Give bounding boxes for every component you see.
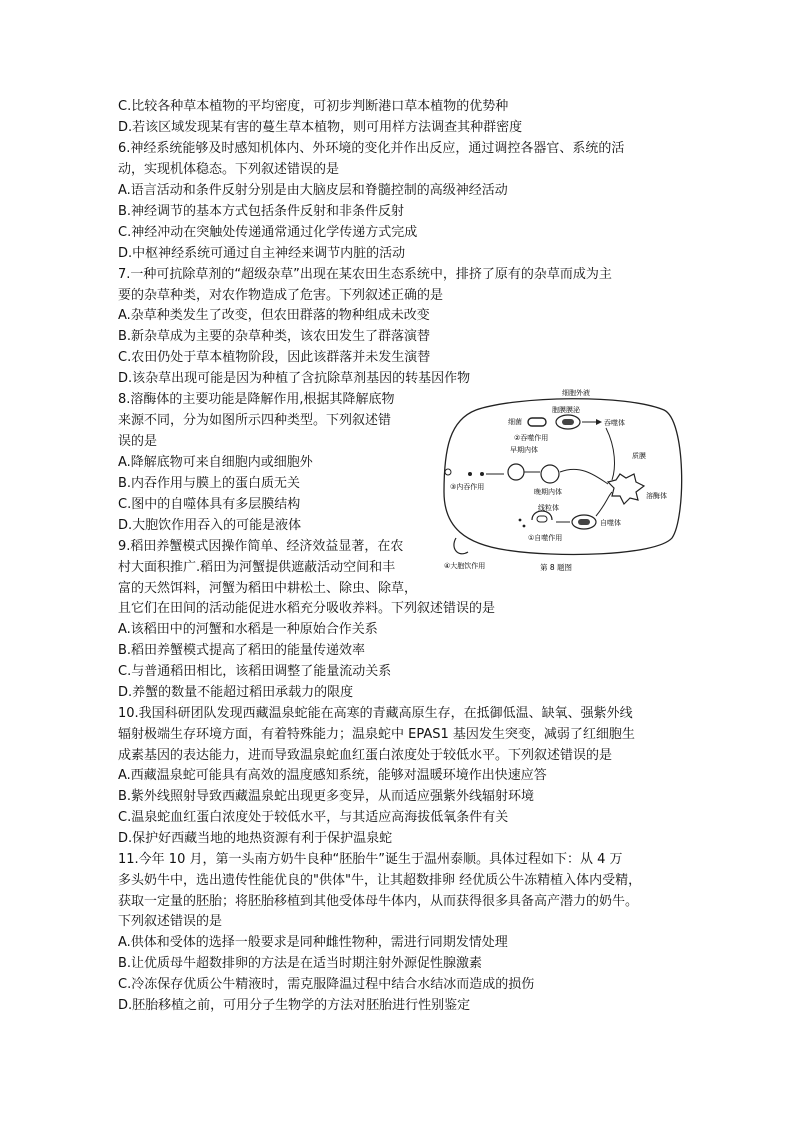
label-membrane-mat: 胞膜膜泌: [552, 406, 580, 414]
q11-option-a: A.供体和受体的选择一般要求是同种雌性物种，需进行同期发情处理: [118, 935, 508, 950]
figure-caption: 第 8 题图: [540, 563, 573, 572]
q9-option-c: C.与普通稻田相比，该稻田调整了能量流动关系: [118, 664, 392, 679]
q9-option-d: D.养蟹的数量不能超过稻田承载力的限度: [118, 685, 354, 700]
q7-option-c: C.农田仍处于草本植物阶段，因此该群落并未发生演替: [118, 350, 431, 365]
label-endocytosis: ③内吞作用: [450, 483, 485, 491]
arrowhead-phagosome: [596, 419, 602, 425]
label-mitochondria: 线粒体: [538, 504, 559, 512]
q11-stem-line-4: 下列叙述错误的是: [118, 914, 223, 929]
autophagy-dot-2: [523, 525, 526, 528]
q9-option-b: B.稻田养蟹模式提高了稻田的能量传递效率: [118, 643, 366, 658]
q11-stem-line-2: 多头奶牛中，选出遗传性能优良的"供体"牛，让其超数排卵 经优质公牛冻精植入体内受精，: [118, 873, 642, 888]
q7-option-b: B.新杂草成为主要的杂草种类，该农田发生了群落演替: [118, 329, 431, 344]
q9-stem-line-2: 村大面积推广.稻田为河蟹提供遮蔽活动空间和丰: [118, 560, 396, 575]
q8-option-c: C.图中的自噬体具有多层膜结构: [118, 497, 301, 512]
bacterium-shape: [528, 418, 546, 426]
q8-option-b: B.内吞作用与膜上的蛋白质无关: [118, 476, 301, 491]
label-phagocytosis: ②吞噬作用: [514, 434, 549, 442]
pinocytosis-notch: [454, 538, 468, 554]
q10-option-d: D.保护好西藏当地的地热资源有利于保护温泉蛇: [118, 831, 393, 846]
q9-stem-line-1: 9.稻田养蟹模式因操作简单、经济效益显著，在农: [118, 539, 404, 554]
q6-option-d: D.中枢神经系统可通过自主神经来调节内脏的活动: [118, 246, 406, 261]
label-pinocytosis: ④大胞饮作用: [444, 562, 486, 570]
q10-stem-line-1: 10.我国科研团队发现西藏温泉蛇能在高寒的青藏高原生存，在抵御低温、缺氧、强紫外线: [118, 706, 633, 721]
q10-stem-line-2: 辐射极端生存环境方面，有着特殊能力；温泉蛇中 EPAS1 基因发生突变，减弱了红细胞生: [118, 727, 635, 742]
q8-option-a: A.降解底物可来自细胞内或细胞外: [118, 455, 313, 470]
q8-option-d: D.大胞饮作用吞入的可能是液体: [118, 518, 302, 533]
q11-option-b: B.让优质母牛超数排卵的方法是在适当时期注射外源促性腺激素: [118, 956, 483, 971]
q11-option-c: C.冷冻保存优质公牛精液时，需克服降温过程中结合水结冰而造成的损伤: [118, 977, 535, 992]
label-bacteria: 细菌: [508, 418, 522, 426]
q6-stem-line-1: 6.神经系统能够及时感知机体内、外环境的变化并作出反应，通过调控各器官、系统的活: [118, 141, 625, 156]
q5-option-c: C.比较各种草本植物的平均密度，可初步判断港口草本植物的优势种: [118, 99, 509, 114]
q7-option-d: D.该杂草出现可能是因为种植了含抗除草剂基因的转基因作物: [118, 371, 471, 386]
label-lysosome: 溶酶体: [646, 492, 667, 500]
label-plasma-membrane: 质膜: [632, 452, 646, 460]
q9-stem-line-3: 富的天然饵料，河蟹为稻田中耕松土、除虫、除草，: [118, 581, 418, 596]
q7-stem-line-1: 7.一种可抗除草剂的“超级杂草”出现在某农田生态系统中，排挤了原有的杂草而成为主: [118, 267, 612, 282]
q6-option-b: B.神经调节的基本方式包括条件反射和非条件反射: [118, 204, 405, 219]
endocytosis-particle: [445, 469, 451, 475]
q11-stem-line-1: 11.今年 10 月，第一头南方奶牛良种“胚胎牛”诞生于温州泰顺。具体过程如下：从 4 万: [118, 852, 623, 867]
q8-stem-line-2: 来源不同，分为如图所示四种类型。下列叙述错: [118, 413, 392, 428]
label-phagosome: 吞噬体: [604, 419, 625, 427]
late-endosome-shape: [541, 465, 559, 483]
q9-stem-line-4: 且它们在田间的活动能促进水稻充分吸收养料。下列叙述错误的是: [118, 601, 496, 616]
q10-option-c: C.温泉蛇血红蛋白浓度处于较低水平，与其适应高海拔低氧条件有关: [118, 810, 509, 825]
q8-stem-line-1: 8.溶酶体的主要功能是降解作用,根据其降解底物: [118, 392, 395, 407]
autophagosome-content: [578, 519, 590, 525]
q10-option-b: B.紫外线照射导致西藏温泉蛇出现更多变异，从而适应强紫外线辐射环境: [118, 789, 535, 804]
vesicle-dot-2: [480, 472, 484, 476]
vesicle-dot-1: [468, 472, 472, 476]
arrow-to-lysosome-mid: [560, 469, 608, 484]
q5-option-d: D.若该区域发现某有害的蔓生草本植物，则可用样方法调查其种群密度: [118, 120, 523, 135]
label-autophagosome: 自噬体: [600, 519, 621, 527]
q7-stem-line-2: 要的杂草种类，对农作物造成了危害。下列叙述正确的是: [118, 288, 444, 303]
outside-label: 细胞外液: [562, 389, 590, 397]
q6-option-c: C.神经冲动在突触处传递通常通过化学传递方式完成: [118, 225, 418, 240]
q8-stem-line-3: 误的是: [118, 434, 158, 449]
label-autophagy: ①自噬作用: [528, 534, 563, 542]
q7-option-a: A.杂草种类发生了改变，但农田群落的物种组成未改变: [118, 308, 430, 323]
q6-option-a: A.语言活动和条件反射分别是由大脑皮层和脊髓控制的高级神经活动: [118, 183, 508, 198]
lysosome-pathway-figure: [436, 388, 688, 586]
arrow-to-lysosome-bottom: [596, 492, 612, 516]
q11-stem-line-3: 获取一定量的胚胎；将胚胎移植到其他受体母牛体内，从而获得很多具备高产潜力的奶牛。: [118, 894, 639, 909]
arrow-to-lysosome-top: [606, 428, 614, 480]
early-endosome-shape: [508, 464, 524, 480]
autophagy-dot-1: [519, 519, 522, 522]
q9-option-a: A.该稻田中的河蟹和水稻是一种原始合作关系: [118, 622, 378, 637]
q11-option-d: D.胚胎移植之前，可用分子生物学的方法对胚胎进行性别鉴定: [118, 998, 471, 1013]
q10-option-a: A.西藏温泉蛇可能具有高效的温度感知系统，能够对温暖环境作出快速应答: [118, 768, 547, 783]
q10-stem-line-3: 成素基因的表达能力，进而导致温泉蛇血红蛋白浓度处于较低水平。下列叙述错误的是: [118, 748, 613, 763]
lysosome-shape: [608, 474, 644, 504]
label-late-endosome: 晚期内体: [534, 488, 562, 496]
q6-stem-line-2: 动，实现机体稳态。下列叙述错误的是: [118, 162, 340, 177]
phagosome-content: [562, 419, 574, 425]
mitochondrion-in-phagophore: [537, 516, 547, 522]
label-early-endosome: 早期内体: [510, 446, 538, 454]
